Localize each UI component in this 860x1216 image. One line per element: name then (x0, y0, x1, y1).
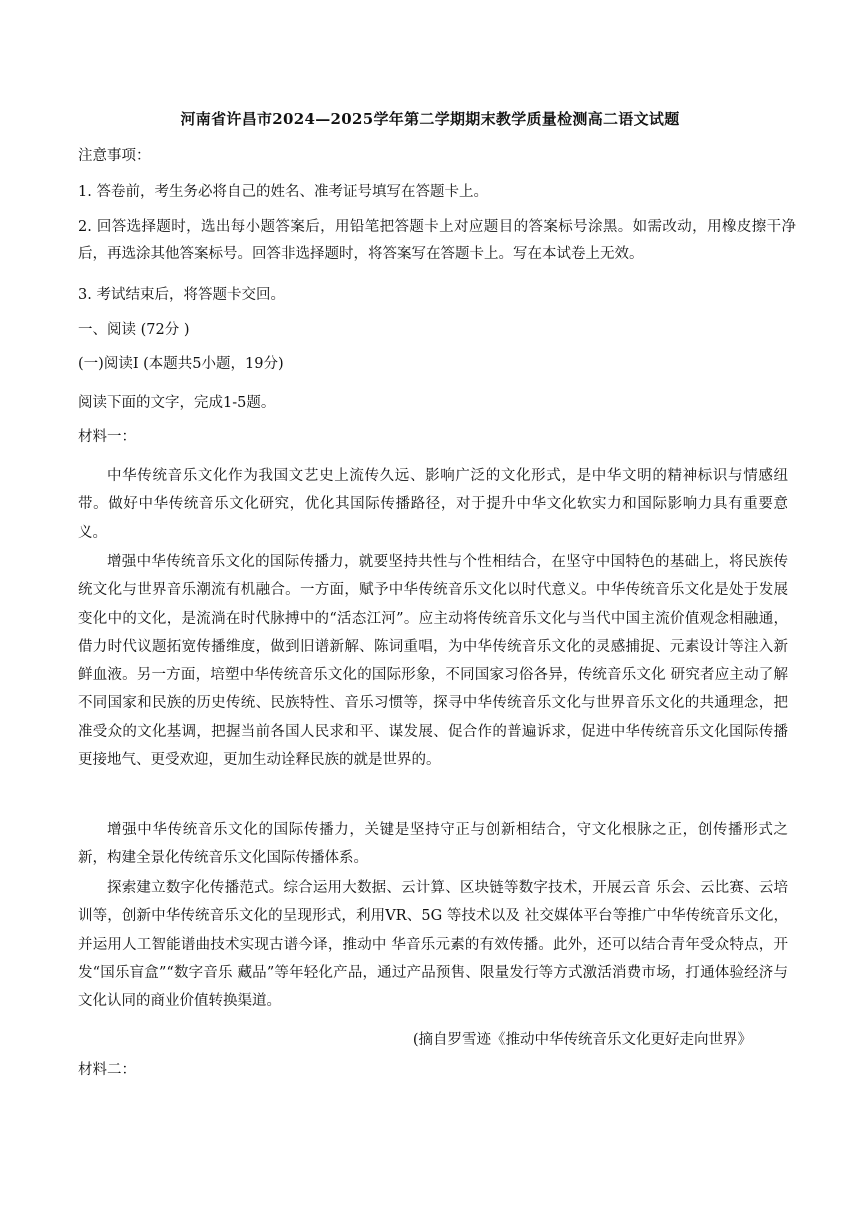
body-paragraph-1: 中华传统音乐文化作为我国文艺史上流传久远、影响广泛的文化形式，是中华文明的精神标识与情感纽带。做好中华传统音乐文化研究，优化其国际传播路径，对于提升中华文化软实力和国际影响力具有重要意义。 (78, 468, 788, 541)
reading-instruction: 阅读下面的文字，完成1-5题。 (78, 395, 276, 411)
section-heading: 一、阅读 (72分 ) (78, 322, 190, 338)
page-title: 河南省许昌市2024—2025学年第二学期期末教学质量检测高二语文试题 (180, 110, 680, 128)
body-paragraph-4: 探索建立数字化传播范式。综合运用大数据、云计算、区块链等数字技术，开展云音 乐会、云比赛、云培训等，创新中华传统音乐文化的呈现形式，利用VR、5G 等技术以及 社交媒体平台等推广中华传统音乐文化，并运用人工智能谱曲技术实现古谱今译，推动中 华音乐元素的有效传播。此外，还可以结合青年受众特点，开发“国乐盲盒”“数字音乐 藏品”等年轻化产品，通过产品预售、限量发行等方式激活消费市场，打通体验经济与 文化认同的商业价值转换渠道。 (78, 880, 788, 1010)
subsection-heading: (一)阅读I (本题共5小题，19分) (78, 356, 284, 372)
notice-heading: 注意事项： (78, 148, 151, 164)
body-paragraph-2: 增强中华传统音乐文化的国际传播力，就要坚持共性与个性相结合，在坚守中国特色的基础上，将民族传统文化与世界音乐潮流有机融合。一方面，赋予中华传统音乐文化以时代意义。中华传统音乐文化是处于发展变化中的文化，是流淌在时代脉搏中的“活态江河”。应主动将传统音乐文化与当代中国主流价值观念相融通，借力时代议题拓宽传播维度，做到旧谱新解、陈词重唱，为中华传统音乐文化的灵感捕捉、元素设计等注入新鲜血液。另一方面，培塑中华传统音乐文化的国际形象，不同国家习俗各异，传统音乐文化 研究者应主动了解不同国家和民族的历史传统、民族特性、音乐习惯等，探寻中华传统音乐文化与世界音乐文化的共通理念，把准受众的文化基调，把握当前各国人民求和平、谋发展、促合作的普遍诉求，促进中华传统音乐文化国际传播更接地气、更受欢迎，更加生动诠释民族的就是世界的。 (78, 554, 788, 769)
notice-item-3: 3. 考试结束后，将答题卡交回。 (78, 287, 285, 303)
notice-item-1: 1. 答卷前，考生务必将自己的姓名、准考证号填写在答题卡上。 (78, 184, 488, 200)
source-citation: (摘自罗雪迹《推动中华传统音乐文化更好走向世界》 (412, 1032, 752, 1048)
material-1-label: 材料一： (78, 429, 136, 445)
material-2-label: 材料二： (78, 1062, 136, 1078)
notice-item-2: 2. 回答选择题时，选出每小题答案后，用铅笔把答题卡上对应题目的答案标号涂黑。如需改动，用橡皮擦干净后，再选涂其他答案标号。回答非选择题时，将答案写在答题卡上。写在本试卷上无效。 (78, 219, 796, 262)
body-paragraph-3: 增强中华传统音乐文化的国际传播力，关键是坚持守正与创新相结合，守文化根脉之正，创传播形式之新，构建全景化传统音乐文化国际传播体系。 (78, 822, 788, 867)
